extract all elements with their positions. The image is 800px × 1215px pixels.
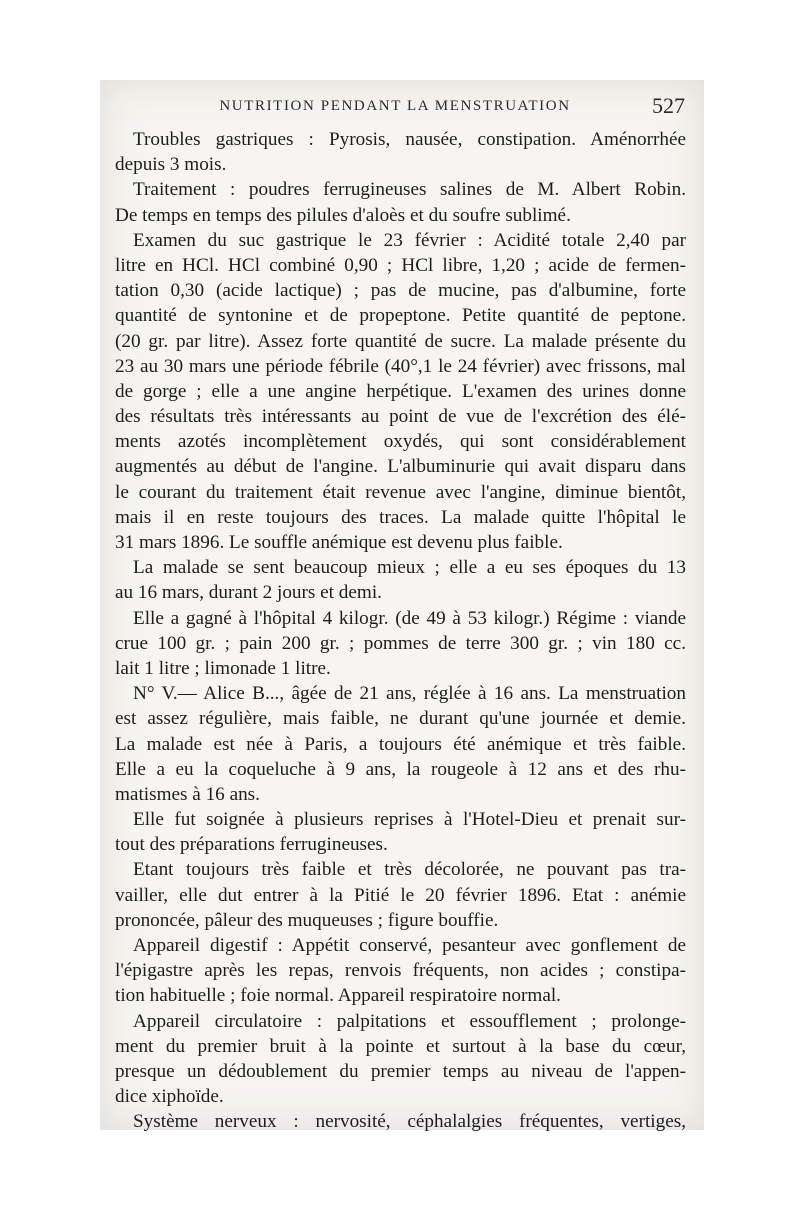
text-line: Traitement : poudres ferrugineuses salines de M. Albert Robin. bbox=[133, 179, 686, 201]
text-line: Système nerveux : nervosité, céphalalgies fréquentes, vertiges, bbox=[133, 1111, 686, 1133]
text-line: tion habituelle ; foie normal. Appareil respiratoire normal. bbox=[115, 985, 561, 1007]
text-line: quantité de syntonine et de propeptone. Petite quantité de peptone. bbox=[115, 305, 686, 327]
text-line: tout des préparations ferrugineuses. bbox=[115, 834, 388, 856]
text-line: Elle a eu la coqueluche à 9 ans, la rougeole à 12 ans et des rhu- bbox=[115, 758, 686, 780]
text-line: Appareil digestif : Appétit conservé, pesanteur avec gonflement de bbox=[133, 935, 686, 956]
text-line: (20 gr. par litre). Assez forte quantité de sucre. La malade présente du bbox=[115, 330, 686, 352]
text-line: Etant toujours très faible et très décolorée, ne pouvant pas tra- bbox=[133, 859, 686, 881]
text-line: La malade est née à Paris, a toujours été anémique et très faible. bbox=[115, 733, 686, 755]
text-line: prononcée, pâleur des muqueuses ; figure bouffie. bbox=[115, 909, 499, 931]
text-line: des résultats très intéressants au point de vue de l'excrétion des élé- bbox=[115, 406, 686, 428]
text-line: La malade se sent beaucoup mieux ; elle a eu ses époques du 13 bbox=[133, 557, 686, 579]
text-line: De temps en temps des pilules d'aloès et du soufre sublimé. bbox=[115, 204, 571, 226]
text-line: lait 1 litre ; limonade 1 litre. bbox=[115, 657, 331, 679]
text-line: Elle a gagné à l'hôpital 4 kilogr. (de 49 à 53 kilogr.) Régime : viande bbox=[133, 607, 686, 629]
text-line: presque un dédoublement du premier temps au niveau de l'appen- bbox=[115, 1060, 686, 1082]
text-line: Troubles gastriques : Pyrosis, nausée, constipation. Aménorrhée bbox=[133, 129, 686, 150]
text-line: N° V.— Alice B..., âgée de 21 ans, réglée à 16 ans. La menstruation bbox=[133, 683, 686, 705]
running-title: NUTRITION PENDANT LA MENSTRUATION bbox=[219, 98, 571, 114]
text-line: tation 0,30 (acide lactique) ; pas de mucine, pas d'albumine, forte bbox=[115, 280, 686, 302]
text-line: de gorge ; elle a une angine herpétique. L'examen des urines donne bbox=[115, 380, 686, 402]
text-line: 23 au 30 mars une période fébrile (40°,1 le 24 février) avec frissons, mal bbox=[115, 355, 686, 377]
text-line: 31 mars 1896. Le souffle anémique est devenu plus faible. bbox=[115, 532, 563, 553]
text-line: l'épigastre après les repas, renvois fréquents, non acides ; constipa- bbox=[115, 960, 686, 982]
body-text bbox=[115, 127, 686, 1135]
page-number: 527 bbox=[652, 93, 685, 118]
text-line: Appareil circulatoire : palpitations et essoufflement ; prolonge- bbox=[133, 1010, 686, 1032]
text-line: le courant du traitement était revenue avec l'angine, diminue bientôt, bbox=[115, 481, 686, 503]
text-line: ment du premier bruit à la pointe et surtout à la base du cœur, bbox=[115, 1035, 686, 1057]
text-line: litre en HCl. HCl combiné 0,90 ; HCl libre, 1,20 ; acide de fermen- bbox=[115, 254, 686, 276]
text-line: au 16 mars, durant 2 jours et demi. bbox=[115, 582, 382, 604]
text-line: vailler, elle dut entrer à la Pitié le 20 février 1896. Etat : anémie bbox=[115, 884, 686, 906]
text-line: matismes à 16 ans. bbox=[115, 783, 260, 805]
text-line: mais il en reste toujours des traces. La malade quitte l'hôpital le bbox=[115, 506, 686, 528]
text-line: depuis 3 mois. bbox=[115, 154, 227, 176]
running-head bbox=[115, 90, 685, 122]
text-line: Elle fut soignée à plusieurs reprises à l'Hotel-Dieu et prenait sur- bbox=[133, 809, 686, 831]
text-line: Examen du suc gastrique le 23 février : Acidité totale 2,40 par bbox=[133, 229, 686, 251]
text-line: est assez régulière, mais faible, ne durant qu'une journée et demie. bbox=[115, 708, 686, 730]
text-line: crue 100 gr. ; pain 200 gr. ; pommes de terre 300 gr. ; vin 180 cc. bbox=[115, 632, 686, 654]
text-line: ments azotés incomplètement oxydés, qui sont considérablement bbox=[115, 431, 686, 453]
text-line: augmentés au début de l'angine. L'albuminurie qui avait disparu dans bbox=[115, 456, 686, 478]
text-line: dice xiphoïde. bbox=[115, 1086, 224, 1108]
